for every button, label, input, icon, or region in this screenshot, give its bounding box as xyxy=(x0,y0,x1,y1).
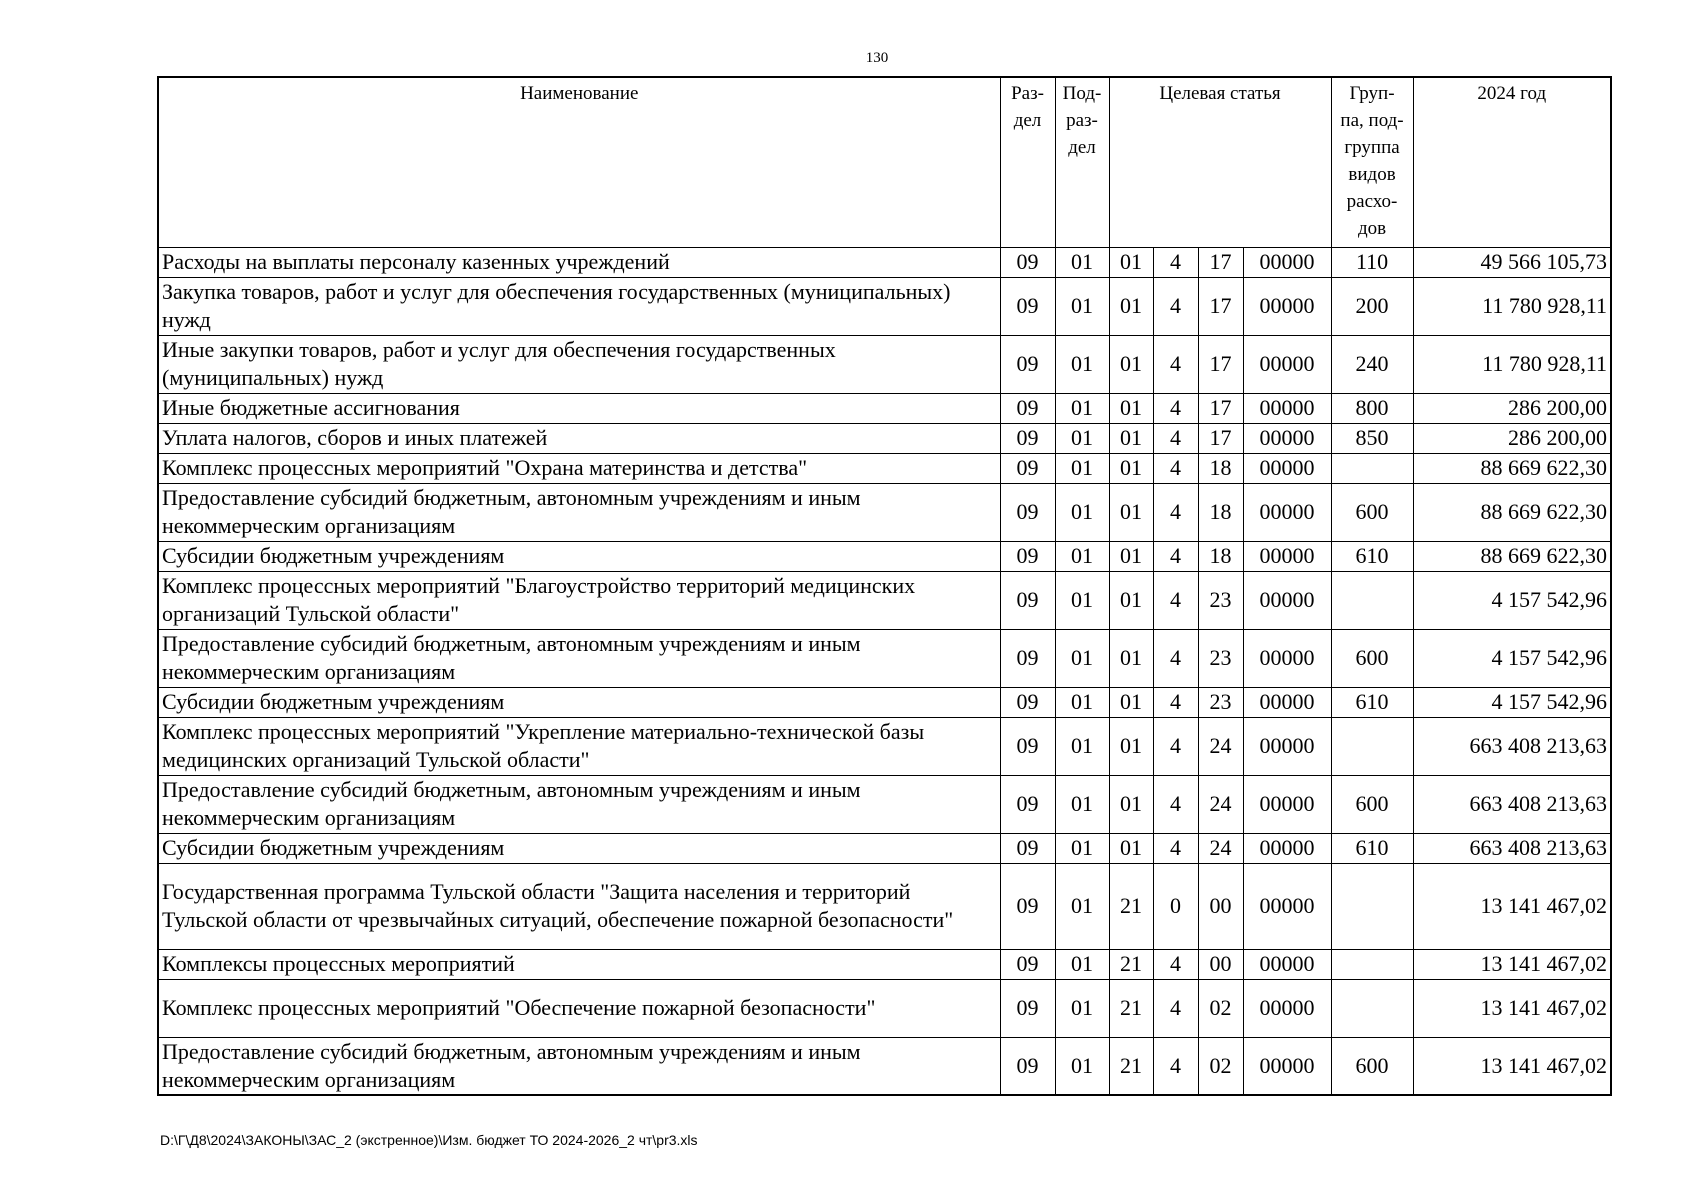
row-expense-group xyxy=(1331,717,1413,775)
row-target-program: 01 xyxy=(1109,247,1153,277)
table-row xyxy=(158,277,1611,335)
row-expense-group xyxy=(1331,863,1413,949)
row-expense-group: 200 xyxy=(1331,277,1413,335)
table-row xyxy=(158,949,1611,979)
row-target-direction: 00000 xyxy=(1243,629,1331,687)
row-target-program: 01 xyxy=(1109,833,1153,863)
row-amount: 13 141 467,02 xyxy=(1413,979,1611,1037)
row-razdel: 09 xyxy=(1000,687,1055,717)
row-amount: 663 408 213,63 xyxy=(1413,775,1611,833)
row-razdel: 09 xyxy=(1000,979,1055,1037)
row-target-subprogram: 18 xyxy=(1198,541,1243,571)
row-target-type: 4 xyxy=(1153,949,1198,979)
row-amount: 4 157 542,96 xyxy=(1413,629,1611,687)
row-target-direction: 00000 xyxy=(1243,453,1331,483)
row-target-subprogram: 02 xyxy=(1198,979,1243,1037)
row-target-program: 01 xyxy=(1109,629,1153,687)
header-podrazdel: Под- раз- дел xyxy=(1055,77,1109,247)
row-podrazdel: 01 xyxy=(1055,247,1109,277)
row-expense-group: 600 xyxy=(1331,483,1413,541)
row-target-type: 4 xyxy=(1153,423,1198,453)
row-target-direction: 00000 xyxy=(1243,863,1331,949)
row-name: Расходы на выплаты персоналу казенных учреждений xyxy=(158,247,1000,277)
row-target-direction: 00000 xyxy=(1243,775,1331,833)
row-target-type: 0 xyxy=(1153,863,1198,949)
row-expense-group: 240 xyxy=(1331,335,1413,393)
row-amount: 11 780 928,11 xyxy=(1413,335,1611,393)
row-podrazdel: 01 xyxy=(1055,571,1109,629)
table-row xyxy=(158,571,1611,629)
row-name: Субсидии бюджетным учреждениям xyxy=(158,541,1000,571)
row-name: Предоставление субсидий бюджетным, автономным учреждениям и иным некоммерческим организациям xyxy=(158,629,1000,687)
table-row xyxy=(158,629,1611,687)
row-target-type: 4 xyxy=(1153,247,1198,277)
row-razdel: 09 xyxy=(1000,277,1055,335)
row-target-type: 4 xyxy=(1153,277,1198,335)
row-target-subprogram: 00 xyxy=(1198,949,1243,979)
row-target-direction: 00000 xyxy=(1243,949,1331,979)
row-target-subprogram: 23 xyxy=(1198,571,1243,629)
header-target-article: Целевая статья xyxy=(1109,77,1331,247)
row-target-type: 4 xyxy=(1153,833,1198,863)
row-target-program: 01 xyxy=(1109,775,1153,833)
row-name: Комплекс процессных мероприятий "Благоустройство территорий медицинских организаций Тульской области" xyxy=(158,571,1000,629)
header-name: Наименование xyxy=(158,77,1000,247)
row-expense-group xyxy=(1331,571,1413,629)
row-podrazdel: 01 xyxy=(1055,277,1109,335)
row-amount: 13 141 467,02 xyxy=(1413,949,1611,979)
row-target-subprogram: 17 xyxy=(1198,423,1243,453)
row-podrazdel: 01 xyxy=(1055,979,1109,1037)
row-expense-group xyxy=(1331,979,1413,1037)
row-target-direction: 00000 xyxy=(1243,687,1331,717)
row-target-subprogram: 17 xyxy=(1198,335,1243,393)
row-expense-group: 600 xyxy=(1331,775,1413,833)
table-row xyxy=(158,423,1611,453)
row-target-type: 4 xyxy=(1153,629,1198,687)
row-razdel: 09 xyxy=(1000,1037,1055,1095)
row-target-program: 21 xyxy=(1109,1037,1153,1095)
table-row xyxy=(158,247,1611,277)
row-target-type: 4 xyxy=(1153,1037,1198,1095)
row-name: Комплекс процессных мероприятий "Охрана материнства и детства" xyxy=(158,453,1000,483)
row-razdel: 09 xyxy=(1000,335,1055,393)
row-expense-group: 600 xyxy=(1331,1037,1413,1095)
row-amount: 663 408 213,63 xyxy=(1413,833,1611,863)
row-razdel: 09 xyxy=(1000,453,1055,483)
row-amount: 4 157 542,96 xyxy=(1413,571,1611,629)
row-name: Предоставление субсидий бюджетным, автономным учреждениям и иным некоммерческим организациям xyxy=(158,1037,1000,1095)
row-razdel: 09 xyxy=(1000,949,1055,979)
row-target-program: 21 xyxy=(1109,979,1153,1037)
row-podrazdel: 01 xyxy=(1055,335,1109,393)
row-target-program: 01 xyxy=(1109,687,1153,717)
row-target-subprogram: 17 xyxy=(1198,247,1243,277)
row-razdel: 09 xyxy=(1000,833,1055,863)
row-name: Закупка товаров, работ и услуг для обеспечения государственных (муниципальных) нужд xyxy=(158,277,1000,335)
page-number: 130 xyxy=(865,50,889,66)
row-razdel: 09 xyxy=(1000,863,1055,949)
budget-table xyxy=(157,76,1612,1096)
row-target-direction: 00000 xyxy=(1243,393,1331,423)
table-row xyxy=(158,687,1611,717)
row-target-type: 4 xyxy=(1153,979,1198,1037)
row-target-subprogram: 00 xyxy=(1198,863,1243,949)
row-target-subprogram: 24 xyxy=(1198,717,1243,775)
row-target-subprogram: 24 xyxy=(1198,775,1243,833)
table-row xyxy=(158,717,1611,775)
row-podrazdel: 01 xyxy=(1055,717,1109,775)
row-target-program: 21 xyxy=(1109,949,1153,979)
row-amount: 49 566 105,73 xyxy=(1413,247,1611,277)
row-name: Уплата налогов, сборов и иных платежей xyxy=(158,423,1000,453)
row-expense-group xyxy=(1331,453,1413,483)
table-row xyxy=(158,1037,1611,1095)
row-expense-group: 850 xyxy=(1331,423,1413,453)
row-expense-group: 110 xyxy=(1331,247,1413,277)
row-target-type: 4 xyxy=(1153,541,1198,571)
row-target-subprogram: 23 xyxy=(1198,687,1243,717)
row-target-program: 01 xyxy=(1109,423,1153,453)
row-expense-group: 610 xyxy=(1331,687,1413,717)
row-target-subprogram: 24 xyxy=(1198,833,1243,863)
table-row xyxy=(158,541,1611,571)
row-target-direction: 00000 xyxy=(1243,423,1331,453)
table-header-row xyxy=(158,77,1611,247)
row-podrazdel: 01 xyxy=(1055,541,1109,571)
header-razdel: Раз- дел xyxy=(1000,77,1055,247)
row-name: Комплекс процессных мероприятий "Укрепление материально-технической базы медицинских организаций Тульской области" xyxy=(158,717,1000,775)
file-path-footer: D:\Г\Д8\2024\ЗАКОНЫ\ЗАС_2 (экстренное)\Изм. бюджет ТО 2024-2026_2 чт\pr3.xls xyxy=(160,1132,698,1148)
row-podrazdel: 01 xyxy=(1055,393,1109,423)
table-row xyxy=(158,393,1611,423)
row-expense-group: 600 xyxy=(1331,629,1413,687)
row-target-program: 01 xyxy=(1109,541,1153,571)
row-target-direction: 00000 xyxy=(1243,571,1331,629)
row-target-direction: 00000 xyxy=(1243,717,1331,775)
row-target-program: 21 xyxy=(1109,863,1153,949)
row-name: Предоставление субсидий бюджетным, автономным учреждениям и иным некоммерческим организациям xyxy=(158,483,1000,541)
row-podrazdel: 01 xyxy=(1055,483,1109,541)
row-target-program: 01 xyxy=(1109,717,1153,775)
row-name: Иные закупки товаров, работ и услуг для обеспечения государственных (муниципальных) нужд xyxy=(158,335,1000,393)
budget-table-wrapper xyxy=(157,76,1612,1096)
row-target-type: 4 xyxy=(1153,717,1198,775)
row-name: Комплексы процессных мероприятий xyxy=(158,949,1000,979)
header-expense-group: Груп- па, под- группа видов расхо- дов xyxy=(1331,77,1413,247)
row-target-type: 4 xyxy=(1153,483,1198,541)
row-razdel: 09 xyxy=(1000,571,1055,629)
row-target-direction: 00000 xyxy=(1243,833,1331,863)
row-target-type: 4 xyxy=(1153,775,1198,833)
table-row xyxy=(158,335,1611,393)
row-expense-group xyxy=(1331,949,1413,979)
table-row xyxy=(158,979,1611,1037)
row-razdel: 09 xyxy=(1000,541,1055,571)
row-target-subprogram: 18 xyxy=(1198,453,1243,483)
row-podrazdel: 01 xyxy=(1055,775,1109,833)
row-target-direction: 00000 xyxy=(1243,979,1331,1037)
row-target-type: 4 xyxy=(1153,571,1198,629)
row-target-program: 01 xyxy=(1109,335,1153,393)
row-name: Иные бюджетные ассигнования xyxy=(158,393,1000,423)
row-target-type: 4 xyxy=(1153,687,1198,717)
row-amount: 286 200,00 xyxy=(1413,423,1611,453)
row-amount: 11 780 928,11 xyxy=(1413,277,1611,335)
row-name: Субсидии бюджетным учреждениям xyxy=(158,687,1000,717)
row-expense-group: 800 xyxy=(1331,393,1413,423)
row-name: Комплекс процессных мероприятий "Обеспечение пожарной безопасности" xyxy=(158,979,1000,1037)
row-name: Государственная программа Тульской области "Защита населения и территорий Тульской области от чрезвычайных ситуаций, обеспечение пожарной безопасности" xyxy=(158,863,1000,949)
row-razdel: 09 xyxy=(1000,629,1055,687)
row-podrazdel: 01 xyxy=(1055,453,1109,483)
row-podrazdel: 01 xyxy=(1055,1037,1109,1095)
table-row xyxy=(158,863,1611,949)
row-razdel: 09 xyxy=(1000,717,1055,775)
row-amount: 88 669 622,30 xyxy=(1413,541,1611,571)
row-razdel: 09 xyxy=(1000,393,1055,423)
header-year: 2024 год xyxy=(1413,77,1611,247)
table-row xyxy=(158,483,1611,541)
row-target-subprogram: 17 xyxy=(1198,393,1243,423)
row-target-direction: 00000 xyxy=(1243,335,1331,393)
table-row xyxy=(158,453,1611,483)
row-razdel: 09 xyxy=(1000,423,1055,453)
row-podrazdel: 01 xyxy=(1055,833,1109,863)
row-razdel: 09 xyxy=(1000,483,1055,541)
row-target-type: 4 xyxy=(1153,335,1198,393)
row-target-subprogram: 23 xyxy=(1198,629,1243,687)
row-podrazdel: 01 xyxy=(1055,423,1109,453)
row-razdel: 09 xyxy=(1000,775,1055,833)
row-target-program: 01 xyxy=(1109,483,1153,541)
row-target-program: 01 xyxy=(1109,277,1153,335)
row-amount: 13 141 467,02 xyxy=(1413,863,1611,949)
row-target-direction: 00000 xyxy=(1243,277,1331,335)
row-expense-group: 610 xyxy=(1331,541,1413,571)
row-target-direction: 00000 xyxy=(1243,541,1331,571)
row-target-program: 01 xyxy=(1109,453,1153,483)
row-target-subprogram: 17 xyxy=(1198,277,1243,335)
row-target-direction: 00000 xyxy=(1243,1037,1331,1095)
table-row xyxy=(158,833,1611,863)
row-target-program: 01 xyxy=(1109,571,1153,629)
table-body xyxy=(158,247,1611,1095)
row-target-direction: 00000 xyxy=(1243,483,1331,541)
row-amount: 88 669 622,30 xyxy=(1413,483,1611,541)
row-target-subprogram: 18 xyxy=(1198,483,1243,541)
row-amount: 663 408 213,63 xyxy=(1413,717,1611,775)
row-name: Субсидии бюджетным учреждениям xyxy=(158,833,1000,863)
row-target-subprogram: 02 xyxy=(1198,1037,1243,1095)
row-podrazdel: 01 xyxy=(1055,949,1109,979)
row-target-type: 4 xyxy=(1153,453,1198,483)
row-podrazdel: 01 xyxy=(1055,863,1109,949)
row-podrazdel: 01 xyxy=(1055,687,1109,717)
row-amount: 88 669 622,30 xyxy=(1413,453,1611,483)
row-amount: 4 157 542,96 xyxy=(1413,687,1611,717)
row-target-type: 4 xyxy=(1153,393,1198,423)
row-podrazdel: 01 xyxy=(1055,629,1109,687)
row-target-program: 01 xyxy=(1109,393,1153,423)
row-target-direction: 00000 xyxy=(1243,247,1331,277)
table-row xyxy=(158,775,1611,833)
row-expense-group: 610 xyxy=(1331,833,1413,863)
row-razdel: 09 xyxy=(1000,247,1055,277)
row-amount: 286 200,00 xyxy=(1413,393,1611,423)
row-name: Предоставление субсидий бюджетным, автономным учреждениям и иным некоммерческим организациям xyxy=(158,775,1000,833)
row-amount: 13 141 467,02 xyxy=(1413,1037,1611,1095)
